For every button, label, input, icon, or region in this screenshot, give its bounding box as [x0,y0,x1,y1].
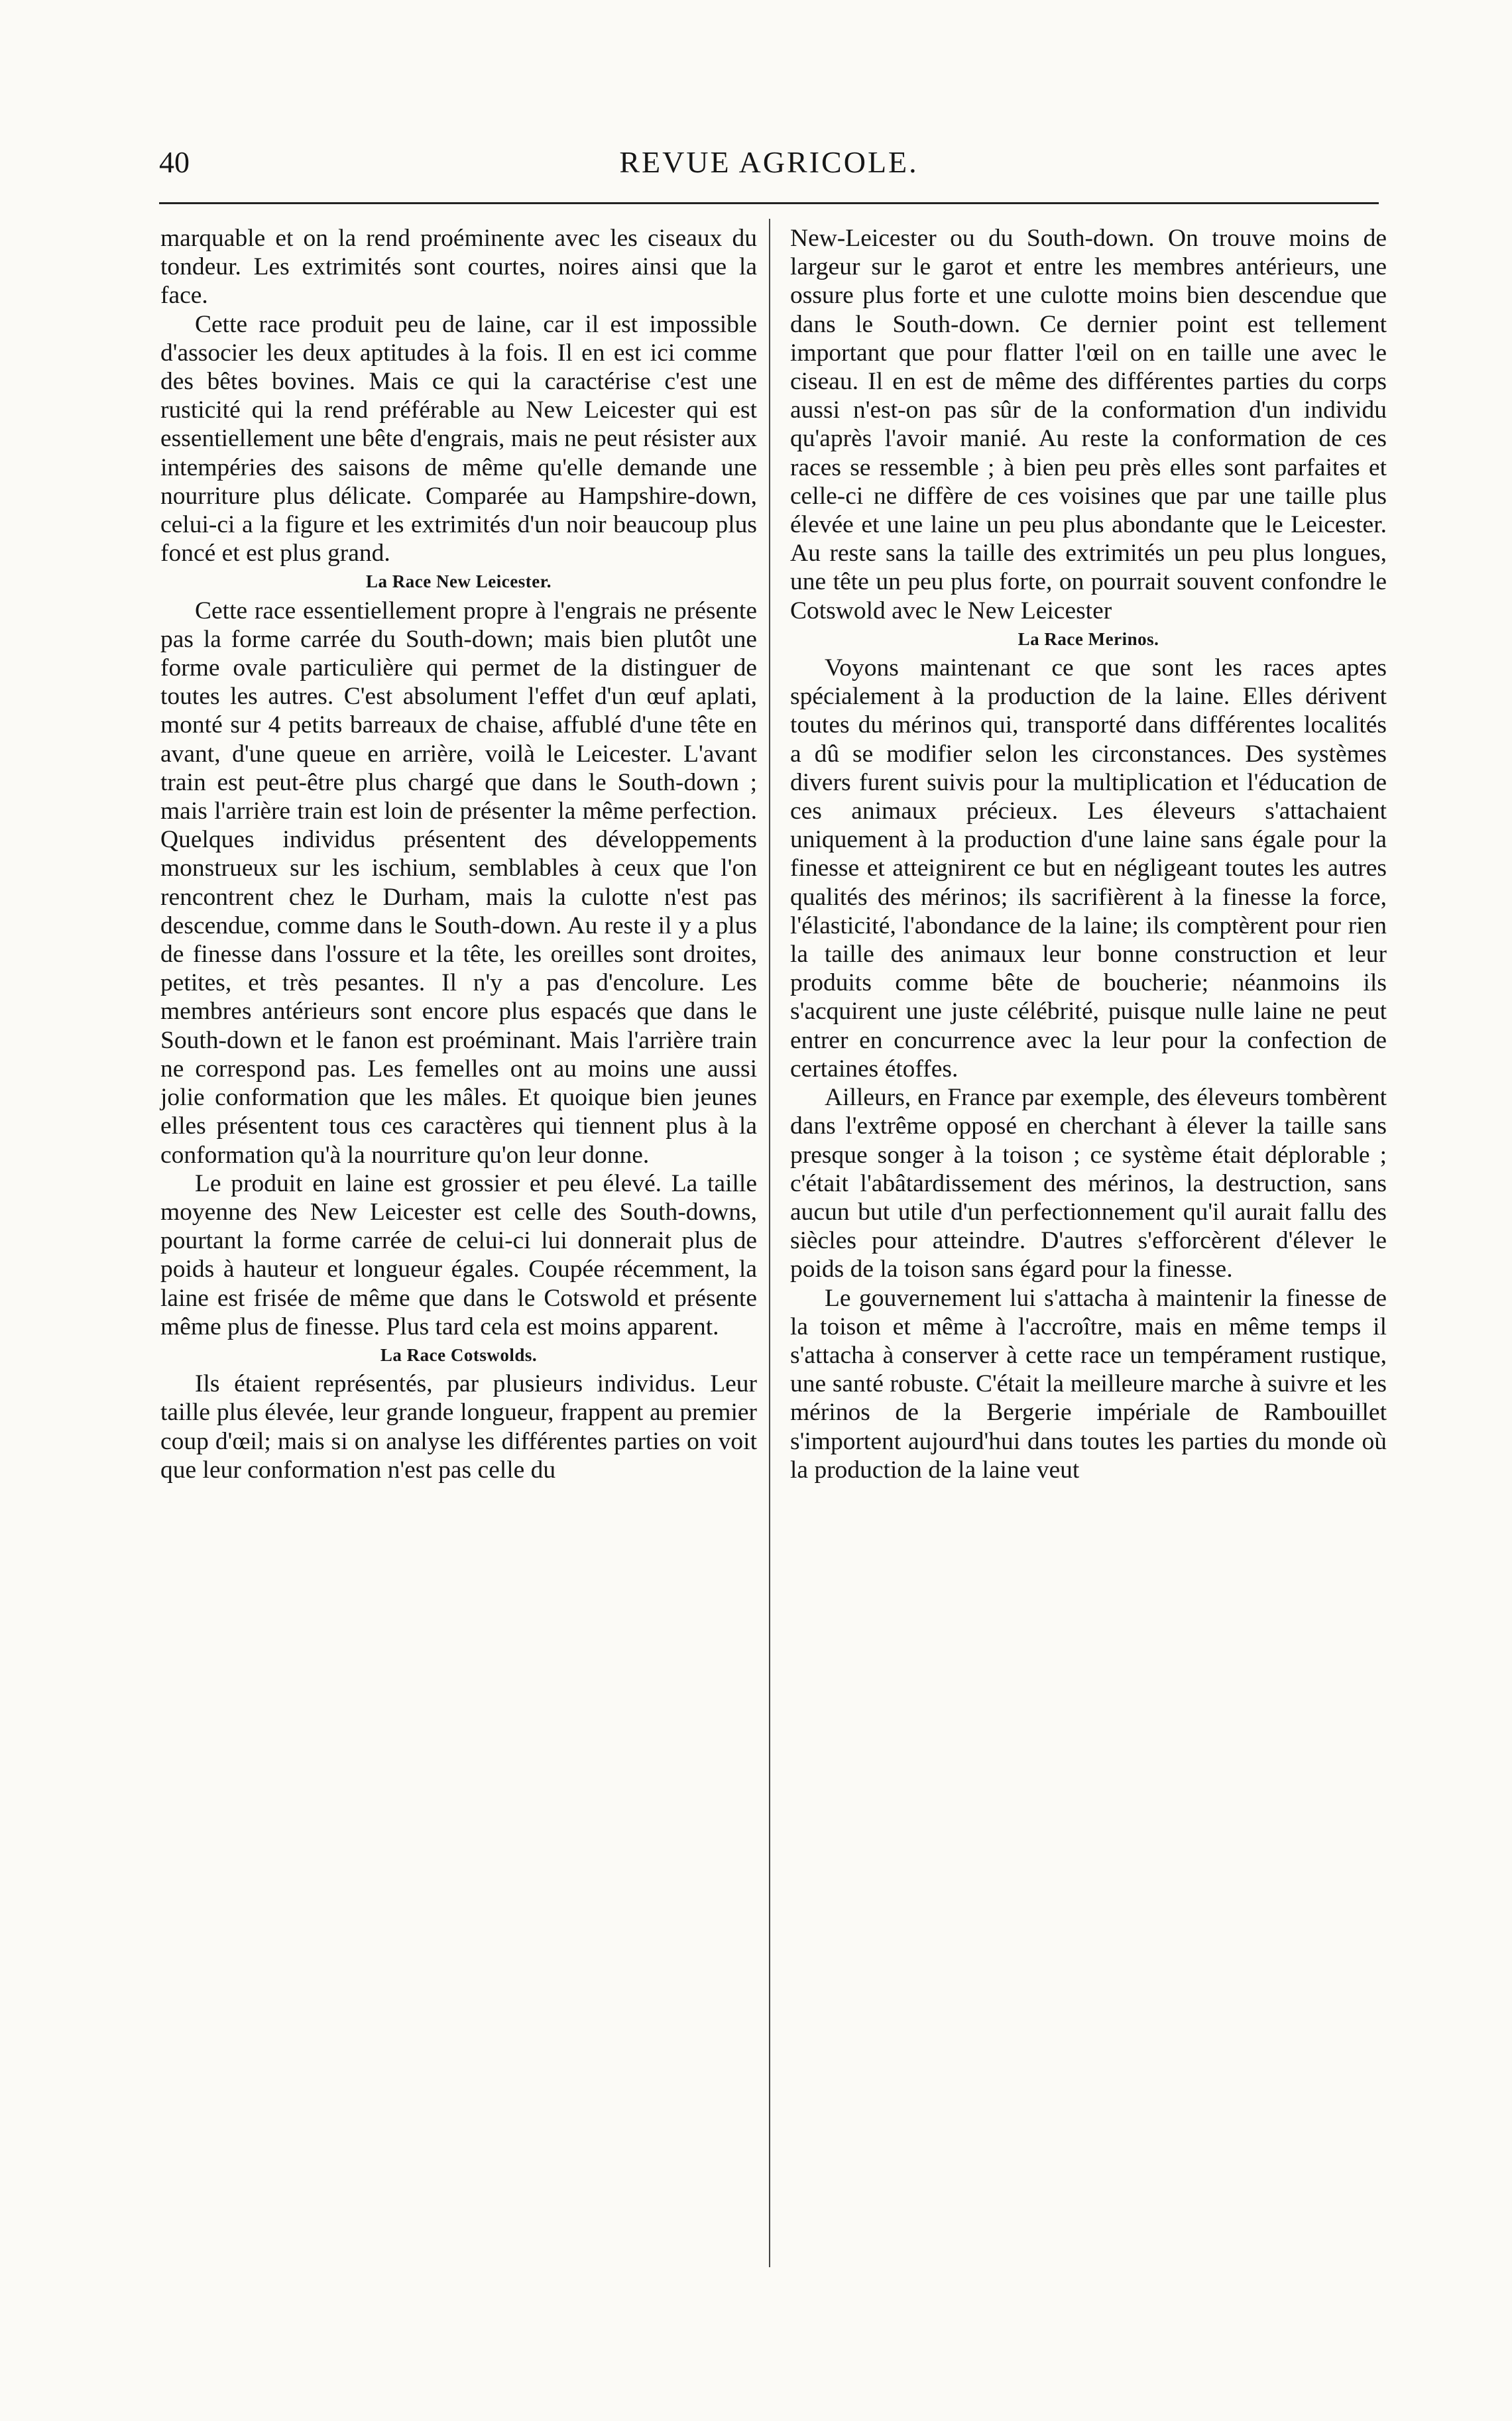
page-header [159,145,1379,191]
page-number: 40 [159,145,190,179]
paragraph: Voyons maintenant ce que sont les races aptes spécialement à la production de la laine. Elles dérivent toutes du mérinos qui, transporté dans différentes localités a dû se modifier selon les circonstances. Des systèmes divers furent suivis pour la multiplication et l'éducation de ces animaux précieux. Les éleveurs s'attachaient uniquement à la production d'une laine sans égale pour la finesse et atteignirent ce but en négligeant toutes les autres qualités des mérinos; ils sacrifièrent à la finesse la force, l'élasticité, l'abondance de la laine; ils comptèrent pour rien la taille des animaux leur bonne construction et leur produits comme bête de boucherie; néanmoins ils s'acquirent une juste célébrité, puisque nulle laine ne peut entrer en concurrence avec la leur pour la confection de certaines étoffes. [790,654,1387,1083]
section-heading: La Race New Leicester. [366,571,552,592]
paragraph: marquable et on la rend proéminente avec les ciseaux du tondeur. Les extrimités sont courtes, noires ainsi que la face. [160,225,757,310]
paragraph: Cette race essentiellement propre à l'engrais ne présente pas la forme carrée du South-down; mais bien plutôt une forme ovale particulière qui permet de la distinguer de toutes les autres. C'est absolument l'effet d'un œuf aplati, monté sur 4 petits barreaux de chaise, affublé d'une tête en avant, d'une queue en arrière, voilà le Leicester. L'avant train est peut-être plus chargé que dans le South-down ; mais l'arrière train est loin de présenter la même perfection. Quelques individus présentent des développements monstrueux sur les ischium, semblables à ceux que l'on rencontrent chez le Durham, mais la culotte n'est pas descendue, comme dans le South-down. Au reste il y a plus de finesse dans l'ossure et la tête, les oreilles sont droites, petites, et très pesantes. Il n'y a pas d'encolure. Les membres antérieurs sont encore plus espacés que dans le South-down et le fanon est proéminant. Mais l'arrière train ne correspond pas. Les femelles ont au moins une aussi jolie conformation que les mâles. Et quoique bien jeunes elles présentent tous ces caractères qui tiennent plus à la conformation qu'à la nourriture qu'on leur donne. [160,597,757,1169]
paragraph: Cette race produit peu de laine, car il est impossible d'associer les deux aptitudes à la fois. Il en est ici comme des bêtes bovines. Mais ce qui la caractérise c'est une rusticité qui la rend préférable au New Leicester qui est essentiellement une bête d'engrais, mais ne peut résister aux intempéries des saisons de même qu'elle demande une nourriture plus délicate. Comparée au Hampshire-down, celui-ci a la figure et les extrimités d'un noir beaucoup plus foncé et est plus grand. [160,310,757,567]
header-rule [159,202,1379,204]
paragraph: New-Leicester ou du South-down. On trouve moins de largeur sur le garot et entre les membres antérieurs, une ossure plus forte et une culotte moins bien descendue que dans le South-down. Ce dernier point est tellement important que pour flatter l'œil on en taille une avec le ciseau. Il en est de même des différentes parties du corps aussi n'est-on pas sûr de la conformation d'un individu qu'après l'avoir manié. Au reste la conformation de ces races se ressemble ; à bien peu près elles sont parfaites et celle-ci ne diffère de ces voisines que par une taille plus élevée et une laine un peu plus abondante que le Leicester. Au reste sans la taille des extrimités un peu plus longues, une tête un peu plus forte, on pourrait souvent confondre le Cotswold avec le New Leicester [790,225,1387,624]
section-heading: La Race Cotswolds. [380,1344,538,1365]
left-column [160,224,757,1484]
paragraph: Ils étaient représentés, par plusieurs individus. Leur taille plus élevée, leur grande longueur, frappent au premier coup d'œil; mais si on analyse les différentes parties on voit que leur conformation n'est pas celle du [160,1370,757,1484]
paragraph: Ailleurs, en France par exemple, des éleveurs tombèrent dans l'extrême opposé en cherchant à élever la taille sans presque songer à la toison ; ce système était déplorable ; c'était l'abâtardissement des mérinos, la destruction, sans aucun but utile d'un perfectionnement qu'il aurait fallu des siècles pour atteindre. D'autres s'efforcèrent d'élever le poids de la toison sans égard pour la finesse. [790,1084,1387,1283]
paragraph: Le gouvernement lui s'attacha à maintenir la finesse de la toison et même à l'accroître, mais en même temps il s'attacha à conserver à cette race un tempérament rustique, une santé robuste. C'était la meilleure marche à suivre et les mérinos de la Bergerie impériale de Rambouillet s'importent aujourd'hui dans toutes les parties du monde où la production de la laine veut [790,1284,1387,1484]
paragraph: Le produit en laine est grossier et peu élevé. La taille moyenne des New Leicester est celle des South-downs, pourtant la forme carrée de celui-ci lui donnerait plus de poids à hauteur et longueur égales. Coupée récemment, la laine est frisée de même que dans le Cotswold et présente même plus de finesse. Plus tard cela est moins apparent. [160,1169,757,1340]
running-title: REVUE AGRICOLE. [619,145,919,179]
column-divider [769,219,770,2267]
section-heading: La Race Merinos. [1018,628,1159,649]
right-column [790,224,1387,1484]
